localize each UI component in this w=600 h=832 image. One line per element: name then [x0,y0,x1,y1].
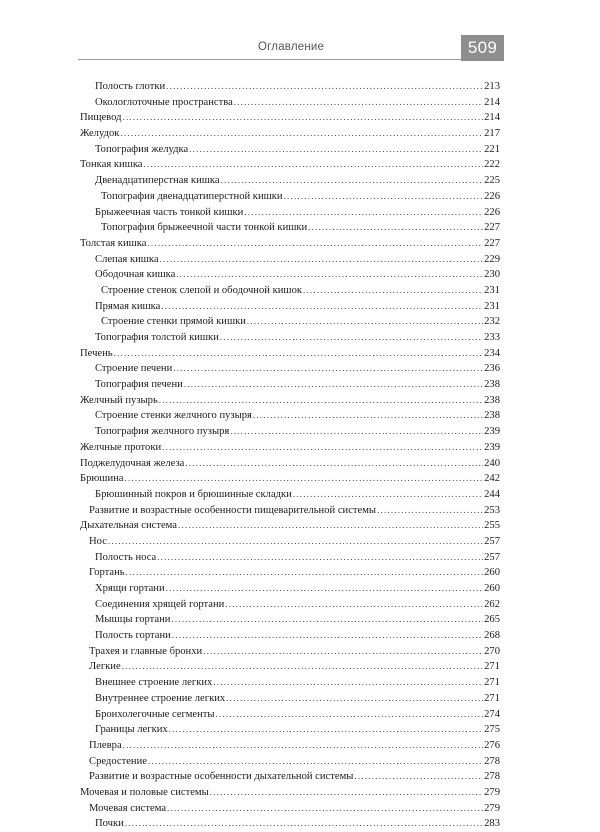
toc-entry [80,126,500,142]
toc-entry-title: Печень [80,347,113,359]
toc-entry-title: Средостение [89,755,147,767]
toc-entry [80,189,500,205]
table-of-contents [80,79,500,832]
toc-entry-title: Мочевая система [89,802,167,814]
toc-entry [80,785,500,801]
toc-entry-title: Полость глотки [95,81,166,92]
toc-dot-leader [166,79,483,95]
toc-entry-page: 229 [484,253,500,265]
toc-dot-leader [161,299,483,315]
toc-entry [80,79,500,95]
toc-entry [80,361,500,377]
toc-entry-page: 260 [484,583,500,594]
toc-entry [80,205,500,221]
toc-entry [80,283,500,299]
toc-entry-title: Мышцы гортани [95,614,171,626]
toc-entry-page: 231 [484,284,500,296]
toc-entry [80,597,500,613]
toc-entry-title: Полость гортани [95,630,171,642]
toc-entry [80,707,500,723]
toc-entry-title: Бронхолегочные сегменты [95,708,215,720]
toc-entry-page: 253 [484,504,500,516]
toc-dot-leader [144,157,484,173]
toc-entry [80,769,500,785]
toc-entry-title: Пищевод [80,112,122,124]
toc-entry [80,440,500,456]
toc-entry-page: 236 [484,363,500,375]
toc-entry [80,675,500,691]
toc-entry-title: Строение стенок слепой и ободочной кишок [101,284,303,296]
toc-entry-page: 274 [484,708,500,720]
toc-entry [80,487,500,503]
toc-entry-title: Развитие и возрастные особенности пищеварительной системы [89,504,377,516]
toc-entry [80,550,500,566]
toc-entry [80,424,500,440]
toc-dot-leader [125,816,483,832]
toc-dot-leader [159,393,483,409]
toc-entry-title: Топография брыжеечной части тонкой кишки [101,222,308,234]
toc-entry-page: 283 [484,818,500,830]
toc-entry [80,95,500,111]
toc-entry [80,659,500,675]
toc-entry [80,534,500,550]
toc-entry [80,236,500,252]
toc-entry [80,157,500,173]
toc-dot-leader [147,236,483,252]
toc-entry-page: 240 [484,457,500,469]
toc-dot-leader [210,785,483,801]
toc-entry [80,252,500,268]
toc-entry [80,628,500,644]
toc-dot-leader [189,142,483,158]
toc-entry-page: 226 [484,190,500,202]
toc-entry-title: Почки [95,818,124,830]
toc-dot-leader [160,252,484,268]
toc-entry [80,314,500,330]
toc-entry [80,220,500,236]
toc-entry-title: Двенадцатиперстная кишка [95,175,220,187]
toc-entry-title: Гортань [89,567,125,579]
toc-dot-leader [203,644,483,660]
toc-entry-page: 278 [484,755,500,767]
toc-entry-page: 271 [484,677,500,689]
toc-entry-title: Ободочная кишка [95,269,176,281]
toc-entry [80,722,500,738]
toc-dot-leader [293,487,483,503]
toc-entry-title: Развитие и возрастные особенности дыхательной системы [89,771,354,783]
toc-dot-leader [185,456,483,472]
toc-entry-title: Желчный пузырь [80,394,158,406]
toc-dot-leader [123,110,484,126]
toc-dot-leader [253,408,483,424]
page-header [0,0,600,62]
toc-entry-title: Трахея и главные бронхи [89,645,203,657]
toc-entry-page: 231 [484,300,500,312]
toc-entry-page: 279 [484,786,500,798]
toc-entry [80,565,500,581]
toc-entry-title: Топография желчного пузыря [95,426,230,438]
toc-entry-page: 271 [484,692,500,704]
toc-entry-title: Соединения хрящей гортани [95,598,225,610]
toc-entry-page: 226 [484,206,500,218]
toc-entry-title: Дыхательная система [80,520,178,532]
toc-entry [80,142,500,158]
toc-entry-page: 255 [484,520,500,532]
toc-entry-title: Нос [89,535,107,547]
toc-entry-page: 262 [484,598,500,610]
header-rule [78,59,461,60]
toc-entry [80,816,500,832]
toc-dot-leader [226,691,483,707]
toc-entry-page: 265 [484,614,500,626]
toc-entry-page: 257 [484,551,500,563]
toc-entry-title: Поджелудочная железа [80,457,185,469]
toc-dot-leader [172,628,483,644]
toc-entry-page: 279 [484,802,500,814]
toc-entry-page: 270 [484,645,500,657]
toc-entry-title: Топография толстой кишки [95,332,219,343]
toc-dot-leader [213,675,483,691]
page-number-badge: 509 [461,35,504,61]
toc-dot-leader [247,314,483,330]
toc-entry-title: Мочевая и половые системы [80,786,209,798]
toc-entry-title: Тонкая кишка [80,159,143,171]
toc-dot-leader [120,126,483,142]
toc-dot-leader [178,518,483,534]
toc-entry-title: Строение стенки прямой кишки [101,316,246,328]
toc-entry-title: Желудок [80,128,120,140]
toc-entry-page: 278 [484,771,500,783]
toc-dot-leader [162,440,483,456]
toc-entry-page: 222 [484,159,500,171]
toc-entry-title: Легкие [89,661,121,673]
toc-entry-title: Окологлоточные пространства [95,96,233,108]
toc-entry-page: 238 [484,379,500,391]
toc-entry-page: 242 [484,473,500,485]
toc-entry-title: Желчные протоки [80,441,162,453]
toc-entry [80,173,500,189]
toc-entry [80,518,500,534]
toc-entry-page: 238 [484,410,500,422]
toc-dot-leader [169,722,483,738]
toc-dot-leader [173,361,483,377]
toc-dot-leader [234,95,483,111]
toc-entry [80,644,500,660]
toc-entry [80,754,500,770]
toc-entry-page: 214 [484,96,500,108]
toc-entry [80,801,500,817]
toc-entry-title: Границы легких [95,724,168,736]
toc-entry-page: 234 [484,347,500,359]
toc-entry-page: 221 [484,143,500,155]
toc-dot-leader [125,471,484,487]
toc-entry [80,393,500,409]
toc-entry-title: Брыжеечная часть тонкой кишки [95,206,244,218]
toc-dot-leader [171,612,483,628]
toc-entry-title: Хрящи гортани [95,583,165,594]
toc-entry-page: 217 [484,128,500,140]
toc-dot-leader [184,377,483,393]
toc-entry-page: 257 [484,535,500,547]
toc-dot-leader [244,205,483,221]
toc-dot-leader [225,597,483,613]
toc-dot-leader [354,769,483,785]
toc-entry-page: 271 [484,661,500,673]
toc-entry-title: Прямая кишка [95,300,161,312]
toc-entry-page: 214 [484,112,500,124]
toc-entry-page: 232 [484,316,500,328]
toc-entry-page: 233 [484,332,500,343]
toc-entry-page: 244 [484,488,500,500]
toc-entry-title: Строение печени [95,363,173,375]
toc-entry-page: 276 [484,739,500,751]
toc-entry-page: 239 [484,441,500,453]
toc-entry [80,110,500,126]
toc-entry [80,330,500,346]
toc-entry-title: Внешнее строение легких [95,677,213,689]
toc-dot-leader [216,707,484,723]
toc-dot-leader [176,267,483,283]
toc-entry [80,456,500,472]
toc-dot-leader [148,754,483,770]
toc-entry-title: Внутреннее строение легких [95,692,226,704]
toc-dot-leader [221,173,484,189]
toc-entry-page: 230 [484,269,500,281]
toc-entry-title: Топография двенадцатиперстной кишки [101,190,283,202]
toc-entry-page: 268 [484,630,500,642]
toc-entry-page: 275 [484,724,500,736]
toc-dot-leader [167,801,483,817]
toc-dot-leader [166,581,483,597]
toc-dot-leader [303,283,483,299]
running-head-title: Оглавление [258,41,325,53]
toc-dot-leader [114,346,483,362]
toc-dot-leader [377,503,483,519]
toc-entry-title: Топография желудка [95,143,189,155]
toc-dot-leader [108,534,483,550]
toc-entry [80,408,500,424]
toc-entry [80,377,500,393]
toc-entry-page: 239 [484,426,500,438]
toc-entry [80,503,500,519]
toc-dot-leader [230,424,483,440]
toc-dot-leader [220,330,483,346]
toc-entry-page: 238 [484,394,500,406]
toc-entry-title: Плевра [89,739,122,751]
toc-dot-leader [157,550,483,566]
toc-dot-leader [122,659,483,675]
toc-entry-page: 225 [484,175,500,187]
toc-entry-title: Топография печени [95,379,183,391]
toc-entry-page: 260 [484,567,500,579]
toc-entry [80,267,500,283]
toc-entry [80,299,500,315]
toc-entry [80,346,500,362]
toc-entry [80,738,500,754]
toc-entry-title: Толстая кишка [80,237,147,249]
toc-dot-leader [123,738,483,754]
toc-entry-title: Брюшинный покров и брюшинные складки [95,488,292,500]
toc-entry-page: 227 [484,222,500,234]
toc-entry-title: Строение стенки желчного пузыря [95,410,252,422]
toc-entry [80,581,500,597]
toc-entry-title: Полость носа [95,551,157,563]
toc-entry-page: 227 [484,237,500,249]
toc-dot-leader [284,189,484,205]
toc-entry [80,691,500,707]
toc-entry [80,612,500,628]
toc-entry-title: Слепая кишка [95,253,159,265]
toc-entry-page: 213 [484,81,500,92]
toc-entry-title: Брюшина [80,473,124,485]
toc-dot-leader [126,565,484,581]
toc-dot-leader [308,220,483,236]
toc-entry [80,471,500,487]
